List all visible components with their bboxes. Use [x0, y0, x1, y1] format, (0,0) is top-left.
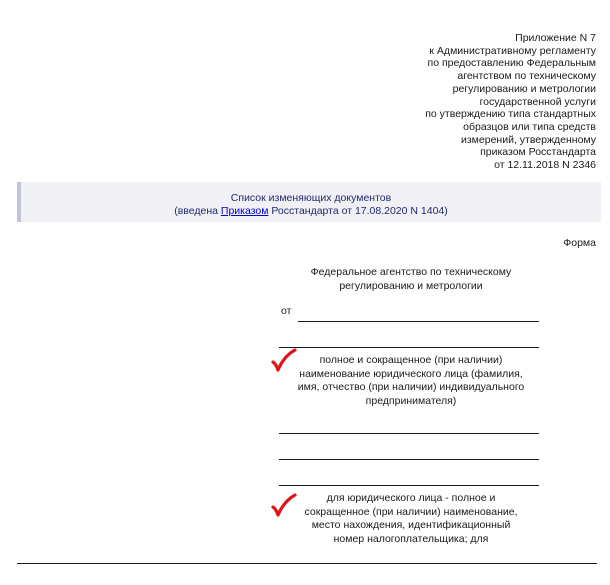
appendix-line: по утверждению типа стандартных	[425, 108, 596, 121]
changing-documents-box	[17, 182, 601, 222]
caption-line: для юридического лица - полное и	[326, 492, 496, 504]
caption-line: место нахождения, идентификационный	[311, 519, 511, 532]
caption-line: предпринимателя)	[365, 395, 457, 408]
from-fill-line	[298, 321, 539, 322]
fill-line	[279, 433, 539, 434]
caption-line: номер налогоплательщика; для	[333, 533, 489, 546]
note-prefix: (введена	[174, 205, 221, 217]
legal-entity-address-caption	[280, 492, 542, 547]
appendix-line: Приложение N 7	[515, 32, 596, 44]
changing-documents-title: Список изменяющих документов	[230, 192, 392, 204]
fill-line	[279, 459, 539, 460]
appendix-header	[336, 32, 596, 172]
appendix-line: регулированию и метрологии	[452, 82, 596, 95]
legal-entity-name-caption	[280, 354, 542, 409]
bottom-separator	[17, 563, 597, 564]
appendix-line: государственной услуги	[479, 95, 596, 108]
caption-line: полное и сокращенное (при наличии)	[319, 354, 503, 366]
appendix-line: образцов или типа средств	[463, 120, 596, 133]
fill-line	[279, 347, 539, 348]
agency-addressee	[280, 266, 542, 293]
from-label: от	[281, 305, 292, 317]
order-link[interactable]: Приказом	[220, 205, 269, 217]
appendix-line: приказом Росстандарта	[480, 146, 596, 159]
fill-line	[279, 485, 539, 486]
appendix-line: по предоставлению Федеральным	[427, 57, 596, 70]
appendix-line: измерений, утвержденному	[461, 133, 596, 146]
caption-line: сокращенное (при наличии) наименование,	[304, 505, 518, 518]
caption-line: наименование юридического лица (фамилия,	[299, 367, 523, 380]
changing-documents-note	[21, 205, 601, 218]
forma-label: Форма	[563, 237, 596, 249]
note-suffix: Росстандарта от 17.08.2020 N 1404)	[268, 205, 448, 217]
appendix-line: от 12.11.2018 N 2346	[494, 159, 596, 172]
agency-line: Федеральное агентство по техническому	[310, 266, 512, 278]
caption-line: имя, отчество (при наличии) индивидуального	[297, 381, 525, 394]
appendix-line: агентством по техническому	[457, 70, 596, 83]
agency-line: регулированию и метрологии	[339, 279, 483, 292]
appendix-line: к Административному регламенту	[429, 44, 596, 57]
